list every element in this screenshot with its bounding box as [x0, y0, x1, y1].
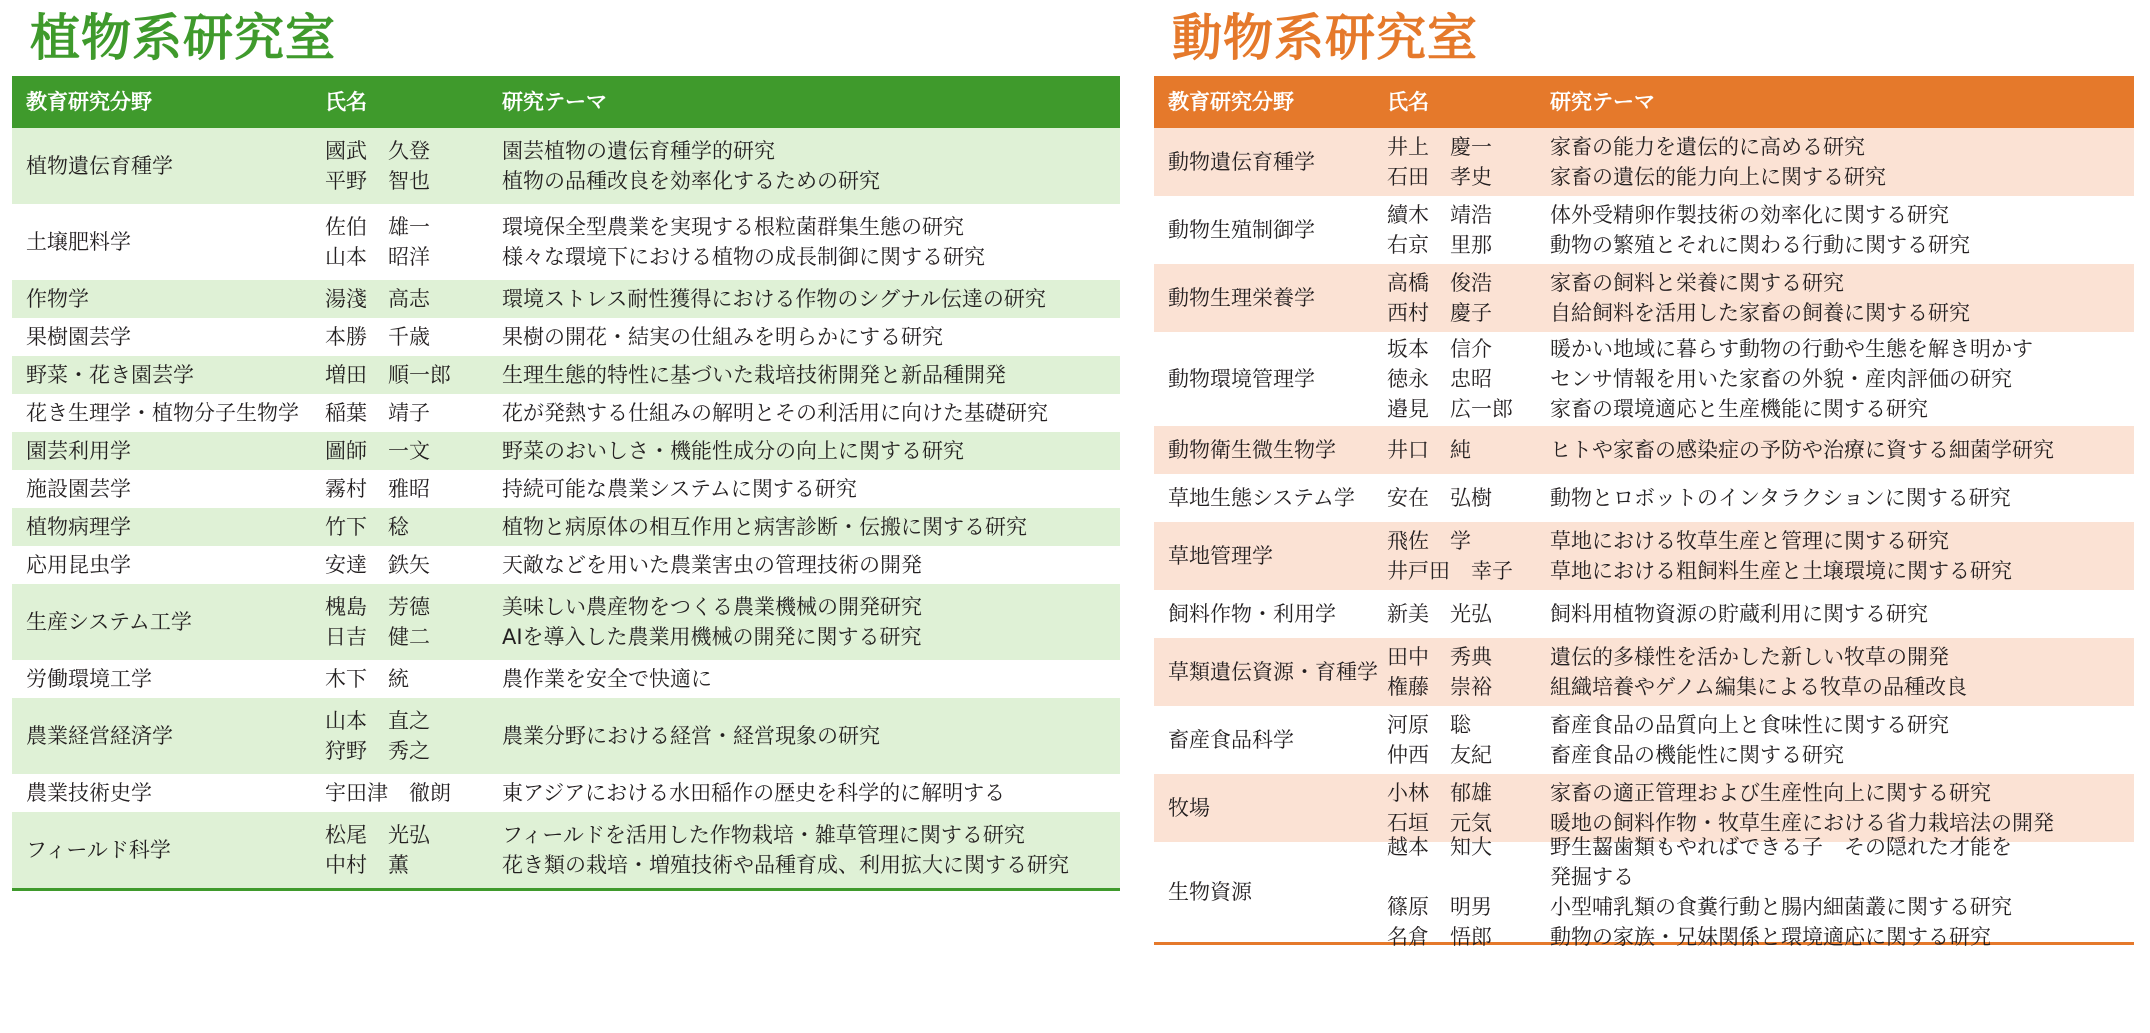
name-cell [325, 592, 502, 652]
research-theme: 畜産食品の機能性に関する研究 [1550, 743, 1844, 767]
researcher-name: 邉見 広一郎 [1387, 397, 1513, 421]
name-cell [325, 284, 502, 314]
header-theme: 研究テーマ [1550, 90, 1655, 114]
theme-cell [502, 360, 1120, 390]
field-cell: 植物病理学 [26, 515, 131, 539]
field-cell: 野菜・花き園芸学 [26, 363, 194, 387]
animal-lab-panel [1154, 0, 2134, 949]
field-cell: 植物遺伝育種学 [26, 154, 173, 178]
field-cell: 動物衛生微生物学 [1168, 438, 1336, 462]
researcher-name: 山本 昭洋 [325, 245, 430, 269]
field-cell: 動物環境管理学 [1168, 367, 1315, 391]
name-cell [325, 322, 502, 352]
research-theme: 農作業を安全で快適に [502, 667, 712, 691]
research-theme: 植物の品種改良を効率化するための研究 [502, 169, 880, 193]
research-theme: 家畜の環境適応と生産機能に関する研究 [1550, 397, 1928, 421]
theme-cell [502, 664, 1120, 694]
field-cell: 土壌肥料学 [26, 230, 131, 254]
research-theme: 植物と病原体の相互作用と病害診断・伝搬に関する研究 [502, 515, 1027, 539]
field-cell: 生産システム工学 [26, 610, 192, 634]
researcher-name: 増田 順一郎 [325, 363, 451, 387]
researcher-name: 井戸田 幸子 [1387, 559, 1513, 583]
header-field: 教育研究分野 [1168, 90, 1294, 114]
name-cell [1387, 483, 1550, 513]
table-row [1154, 706, 2134, 774]
field-cell: 農業技術史学 [26, 781, 152, 805]
theme-cell [1550, 268, 2134, 328]
researcher-name: 名倉 悟郎 [1387, 925, 1492, 949]
theme-cell [502, 592, 1120, 652]
research-theme: 発掘する [1550, 865, 1634, 889]
field-cell: 動物遺伝育種学 [1168, 150, 1315, 174]
theme-cell [502, 136, 1120, 196]
table-row [12, 584, 1120, 660]
table-row [12, 546, 1120, 584]
research-theme: 草地における牧草生産と管理に関する研究 [1550, 529, 1949, 553]
research-theme: 組織培養やゲノム編集による牧草の品種改良 [1550, 675, 1968, 699]
name-cell [325, 664, 502, 694]
researcher-name: 宇田津 徹朗 [325, 781, 451, 805]
table-row [12, 660, 1120, 698]
name-cell [1387, 832, 1550, 952]
research-theme: 動物とロボットのインタラクションに関する研究 [1550, 486, 2011, 510]
table-row [1154, 474, 2134, 522]
field-cell: 動物生理栄養学 [1168, 286, 1315, 310]
theme-cell [502, 322, 1120, 352]
researcher-name: 井口 純 [1387, 438, 1471, 462]
field-cell: 果樹園芸学 [26, 325, 131, 349]
plant-table-body [12, 128, 1120, 888]
researcher-name: 篠原 明男 [1387, 895, 1492, 919]
researcher-name: 西村 慶子 [1387, 301, 1492, 325]
table-row [1154, 264, 2134, 332]
researcher-name: 竹下 稔 [325, 515, 409, 539]
research-theme: フィールドを活用した作物栽培・雑草管理に関する研究 [502, 823, 1025, 847]
name-cell [325, 550, 502, 580]
theme-cell [502, 778, 1120, 808]
animal-lab-title: 動物系研究室 [1172, 9, 1478, 67]
table-row [12, 128, 1120, 204]
researcher-name: 安在 弘樹 [1387, 486, 1492, 510]
researcher-name: 山本 直之 [325, 709, 430, 733]
researcher-name: 新美 光弘 [1387, 602, 1492, 626]
name-cell [1387, 599, 1550, 629]
theme-cell [502, 398, 1120, 428]
field-cell: 応用昆虫学 [26, 553, 131, 577]
field-cell: 農業経営経済学 [26, 724, 173, 748]
field-cell: 作物学 [26, 287, 89, 311]
theme-cell [1550, 200, 2134, 260]
plant-table-header [12, 76, 1120, 128]
research-theme: 環境ストレス耐性獲得における作物のシグナル伝達の研究 [502, 287, 1046, 311]
table-row [12, 280, 1120, 318]
research-theme: 花き類の栽培・増殖技術や品種育成、利用拡大に関する研究 [502, 853, 1069, 877]
theme-cell [1550, 642, 2134, 702]
field-cell: 草地生態システム学 [1168, 486, 1355, 510]
research-theme: 様々な環境下における植物の成長制御に関する研究 [502, 245, 985, 269]
table-row [1154, 196, 2134, 264]
name-cell [325, 398, 502, 428]
name-cell [325, 436, 502, 466]
field-cell: 草地管理学 [1168, 544, 1273, 568]
research-theme: 生理生態的特性に基づいた栽培技術開発と新品種開発 [502, 363, 1006, 387]
field-cell: 労働環境工学 [26, 667, 152, 691]
name-cell [325, 474, 502, 504]
field-cell: 草類遺伝資源・育種学 [1168, 660, 1378, 684]
table-row [12, 508, 1120, 546]
name-cell [325, 512, 502, 542]
research-theme: 家畜の遺伝的能力向上に関する研究 [1550, 165, 1886, 189]
researcher-name: 井上 慶一 [1387, 135, 1492, 159]
name-cell [1387, 268, 1550, 328]
table-row [12, 432, 1120, 470]
research-theme: 家畜の適正管理および生産性向上に関する研究 [1550, 781, 1991, 805]
table-row [1154, 638, 2134, 706]
research-theme: 花が発熱する仕組みの解明とその利活用に向けた基礎研究 [502, 401, 1048, 425]
theme-cell [1550, 483, 2134, 513]
research-theme: センサ情報を用いた家畜の外貌・産肉評価の研究 [1550, 367, 2012, 391]
name-cell [325, 136, 502, 196]
name-cell [1387, 334, 1550, 424]
research-theme: 飼料用植物資源の貯蔵利用に関する研究 [1550, 602, 1928, 626]
name-cell [1387, 710, 1550, 770]
theme-cell [1550, 599, 2134, 629]
research-theme: 東アジアにおける水田稲作の歴史を科学的に解明する [502, 781, 1006, 805]
research-theme: 動物の家族・兄妹関係と環境適応に関する研究 [1550, 925, 1991, 949]
animal-table-header [1154, 76, 2134, 128]
research-theme: 暖地の飼料作物・牧草生産における省力栽培法の開発 [1550, 811, 2054, 835]
researcher-name: 坂本 信介 [1387, 337, 1492, 361]
researcher-name: 右京 里那 [1387, 233, 1492, 257]
researcher-name: 霧村 雅昭 [325, 477, 430, 501]
research-theme: 果樹の開花・結実の仕組みを明らかにする研究 [502, 325, 943, 349]
name-cell [1387, 435, 1550, 465]
theme-cell [1550, 710, 2134, 770]
research-theme: 小型哺乳類の食糞行動と腸内細菌叢に関する研究 [1550, 895, 2012, 919]
table-row [12, 204, 1120, 280]
researcher-name: 飛佐 学 [1387, 529, 1471, 553]
name-cell [1387, 200, 1550, 260]
name-cell [1387, 642, 1550, 702]
researcher-name: 小林 郁雄 [1387, 781, 1492, 805]
field-cell: 畜産食品科学 [1168, 728, 1294, 752]
theme-cell [1550, 435, 2134, 465]
table-row [12, 470, 1120, 508]
research-theme: 自給飼料を活用した家畜の飼養に関する研究 [1550, 301, 1970, 325]
research-theme: 家畜の能力を遺伝的に高める研究 [1550, 135, 1865, 159]
researcher-name: 圖師 一文 [325, 439, 430, 463]
field-cell: 施設園芸学 [26, 477, 131, 501]
researcher-name: 中村 薫 [325, 853, 409, 877]
theme-cell [502, 820, 1120, 880]
name-cell [325, 706, 502, 766]
table-row [12, 318, 1120, 356]
table-row [1154, 332, 2134, 426]
header-name: 氏名 [1387, 90, 1429, 114]
research-theme: 美味しい農産物をつくる農業機械の開発研究 [502, 595, 922, 619]
field-cell: 動物生殖制御学 [1168, 218, 1315, 242]
researcher-name: 安達 鉄矢 [325, 553, 430, 577]
header-name: 氏名 [325, 90, 367, 114]
researcher-name: 権藤 崇裕 [1387, 675, 1492, 699]
theme-cell [502, 212, 1120, 272]
researcher-name: 徳永 忠昭 [1387, 367, 1492, 391]
researcher-name: 石田 孝史 [1387, 165, 1492, 189]
theme-cell [502, 550, 1120, 580]
field-cell: 飼料作物・利用学 [1168, 602, 1336, 626]
research-theme: 動物の繁殖とそれに関わる行動に関する研究 [1550, 233, 1970, 257]
theme-cell [502, 284, 1120, 314]
research-theme: 体外受精卵作製技術の効率化に関する研究 [1550, 203, 1949, 227]
theme-cell [502, 436, 1120, 466]
researcher-name: 本勝 千歳 [325, 325, 430, 349]
research-theme: AIを導入した農業用機械の開発に関する研究 [502, 625, 922, 649]
plant-lab-panel [12, 0, 1120, 891]
table-row [1154, 835, 2134, 949]
research-theme: 持続可能な農業システムに関する研究 [502, 477, 857, 501]
table-row [12, 356, 1120, 394]
table-row [12, 698, 1120, 774]
plant-table-bottom-rule [12, 888, 1120, 891]
field-cell: 園芸利用学 [26, 439, 131, 463]
name-cell [325, 360, 502, 390]
theme-cell [1550, 334, 2134, 424]
researcher-name [1387, 862, 1550, 892]
theme-cell [502, 512, 1120, 542]
research-theme: 環境保全型農業を実現する根粒菌群集生態の研究 [502, 215, 964, 239]
researcher-name: 湯淺 高志 [325, 287, 430, 311]
research-theme: 野生齧歯類もやればできる子 その隠れた才能を [1550, 835, 2012, 859]
field-cell: 花き生理学・植物分子生物学 [26, 401, 299, 425]
theme-cell [502, 721, 1120, 751]
research-theme: 草地における粗飼料生産と土壌環境に関する研究 [1550, 559, 2012, 583]
animal-table-body [1154, 128, 2134, 949]
table-row [1154, 426, 2134, 474]
researcher-name: 佐伯 雄一 [325, 215, 430, 239]
table-row [12, 394, 1120, 432]
researcher-name: 仲西 友紀 [1387, 743, 1492, 767]
researcher-name: 松尾 光弘 [325, 823, 430, 847]
theme-cell [1550, 832, 2134, 952]
field-cell: 生物資源 [1168, 880, 1252, 904]
table-row [1154, 590, 2134, 638]
researcher-name: 越本 知大 [1387, 835, 1492, 859]
researcher-name: 日吉 健二 [325, 625, 430, 649]
research-theme: 農業分野における経営・経営現象の研究 [502, 724, 880, 748]
name-cell [1387, 526, 1550, 586]
table-row [12, 812, 1120, 888]
table-row [1154, 522, 2134, 590]
header-theme: 研究テーマ [502, 90, 607, 114]
name-cell [1387, 132, 1550, 192]
researcher-name: 狩野 秀之 [325, 739, 430, 763]
research-theme: 遺伝的多様性を活かした新しい牧草の開発 [1550, 645, 1949, 669]
research-theme: 天敵などを用いた農業害虫の管理技術の開発 [502, 553, 922, 577]
researcher-name: 平野 智也 [325, 169, 430, 193]
theme-cell [1550, 526, 2134, 586]
research-theme: 家畜の飼料と栄養に関する研究 [1550, 271, 1844, 295]
name-cell [325, 778, 502, 808]
researcher-name: 石垣 元気 [1387, 811, 1492, 835]
researcher-name: 稲葉 靖子 [325, 401, 430, 425]
field-cell: フィールド科学 [26, 838, 171, 862]
header-field: 教育研究分野 [26, 90, 152, 114]
research-theme: ヒトや家畜の感染症の予防や治療に資する細菌学研究 [1550, 438, 2054, 462]
theme-cell [1550, 132, 2134, 192]
research-theme: 野菜のおいしさ・機能性成分の向上に関する研究 [502, 439, 964, 463]
theme-cell [502, 474, 1120, 504]
name-cell [325, 212, 502, 272]
name-cell [1387, 778, 1550, 838]
research-theme: 園芸植物の遺伝育種学的研究 [502, 139, 775, 163]
researcher-name: 田中 秀典 [1387, 645, 1492, 669]
researcher-name: 高橋 俊浩 [1387, 271, 1492, 295]
plant-lab-title: 植物系研究室 [30, 9, 336, 67]
name-cell [325, 820, 502, 880]
table-row [12, 774, 1120, 812]
researcher-name: 木下 統 [325, 667, 409, 691]
table-row [1154, 128, 2134, 196]
researcher-name: 續木 靖浩 [1387, 203, 1492, 227]
theme-cell [1550, 778, 2134, 838]
research-theme: 暖かい地域に暮らす動物の行動や生態を解き明かす [1550, 337, 2033, 361]
research-theme: 畜産食品の品質向上と食味性に関する研究 [1550, 713, 1949, 737]
field-cell: 牧場 [1168, 796, 1210, 820]
researcher-name: 槐島 芳德 [325, 595, 430, 619]
researcher-name: 河原 聡 [1387, 713, 1471, 737]
researcher-name: 國武 久登 [325, 139, 430, 163]
